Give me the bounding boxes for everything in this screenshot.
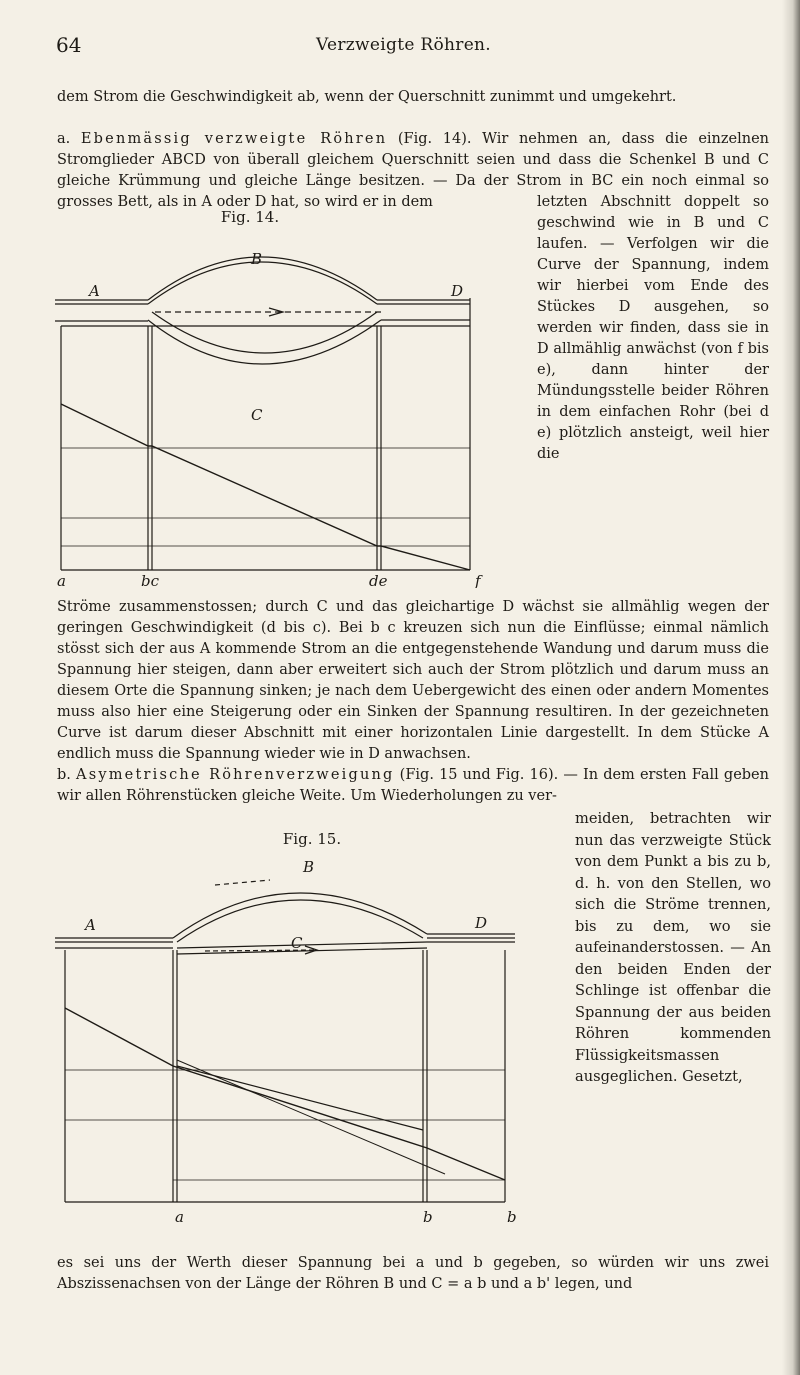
paragraph-intro: dem Strom die Geschwindigkeit ab, wenn der Querschnitt zunimmt und umgekehrt. [57,89,677,105]
paragraph-section-a-side: letzten Abschnitt doppelt so geschwind wie in B und C laufen. — Verfolgen wir die Curve der Spannung, indem wir hierbei vom Ende des Stückes D ausgehen, so werden wir finden, dass sie in D allmählig anwächst (von f bis e), dann hinter der Mündungsstelle beider Röhren in dem einfachen Rohr (bei d e) plötzlich ansteigt, weil hier die [537,194,769,462]
running-title: Verzweigte Röhren. [316,35,492,55]
figure-14-label-bc: bc [141,572,160,588]
figure-14-label-C: C [251,406,263,424]
figure-14-caption: Fig. 14. [220,208,280,226]
figure-15-label-b: b [423,1208,433,1226]
figure-14-label-D: D [451,282,464,300]
figure-15 [55,830,570,1235]
figure-14-label-f: f [475,572,481,588]
page-edge-shadow [782,0,800,1375]
section-a-heading: Ebenmässig verzweigte Röhren [80,131,388,147]
paragraph-section-a-continued: Ströme zusammenstossen; durch C und das gleichartige D wächst sie allmählig wegen der geringen Geschwindigkeit (d bis c). Bei b c kreuzen sich nun die Einflüsse; einmal nämlich stösst sich der aus A kommende Strom an die entgegenstehende Wandung und darum muss die Spannung hier steigen, dann aber erweitert sich auch der Strom plötzlich und darum muss an diesem Orte die Spannung sinken; je nach dem Uebergewicht des einen oder andern Momentes muss also hier eine Steigerung oder ein Sinken der Spannung resultiren. In der gezeichneten Curve ist darum dieser Abschnitt mit einer horizontalen Linie dargestellt. In dem Stücke A endlich muss die Spannung wieder wie in D anwachsen. [57,599,769,762]
figure-14 [55,208,535,588]
paragraph-section-b [57,765,769,807]
figure-15-drawing [55,830,570,1235]
section-b-heading: Asymetrische Röhrenverzweigung [76,767,395,783]
figure-14-label-B: B [251,250,263,268]
page-number: 64 [56,33,82,57]
figure-15-label-b-prime: b [507,1208,517,1226]
section-a-prefix: a. [57,131,81,147]
figure-15-label-a: a [175,1208,184,1226]
figure-15-label-C: C [291,934,303,952]
section-b-prefix: b. [57,767,77,783]
paragraph-section-b-side: meiden, betrachten wir nun das verzweigte Stück von dem Punkt a bis zu b, d. h. von den Stellen, wo sich die Ströme trennen, bis zu dem, wo sie aufeinanderstossen. — An den beiden Enden der Schlinge ist offenbar die Spannung der aus beiden Röhren kommenden Flüssigkeitsmassen ausgeglichen. Gesetzt, [575,810,771,1085]
figure-15-label-A: A [85,916,96,934]
figure-14-drawing [55,208,535,588]
figure-15-caption: Fig. 15. [282,830,342,848]
figure-14-label-A: A [89,282,100,300]
section-b-text: (Fig. 15 und Fig. 16). — In dem ersten Fall geben wir allen Röhrenstücken gleiche Weite. Um Wiederholungen zu ver- [57,767,769,804]
figure-14-label-a: a [57,572,66,588]
figure-14-label-de: de [369,572,388,588]
figure-15-label-D: D [475,914,488,932]
paragraph-section-b-continued: es sei uns der Werth dieser Spannung bei a und b gegeben, so würden wir uns zwei Abszissenachsen von der Länge der Röhren B und C = a b und a b' legen, und [57,1255,769,1292]
figure-15-label-B: B [303,858,315,876]
section-a-text: (Fig. 14). Wir nehmen an, dass die einzelnen Stromglieder ABCD von überall gleichem Querschnitt seien und dass die Schenkel B und C gleiche Krümmung und gleiche Länge besitzen. — Da der Strom in BC ein noch einmal so grosses Bett, als in A oder D hat, so wird er in dem [57,131,769,210]
